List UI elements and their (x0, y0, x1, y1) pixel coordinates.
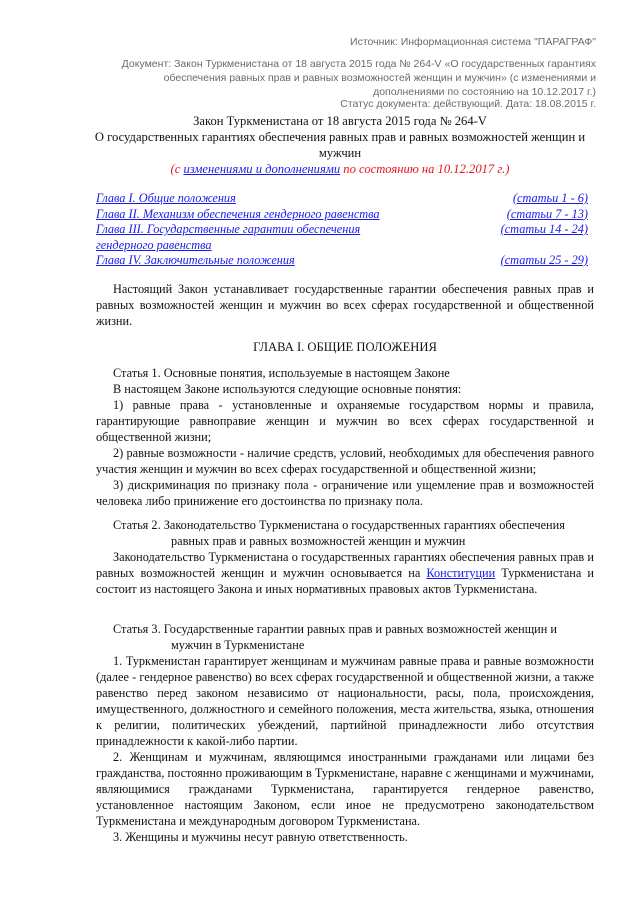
article-3-heading-line2: мужчин в Туркменистане (171, 638, 305, 652)
toc-chapter-4-link[interactable]: Глава IV. Заключительные положения (96, 253, 295, 267)
article-2 (96, 517, 594, 597)
toc-chapter-1-range-link[interactable]: (статьи 1 - 6) (512, 191, 588, 205)
article-1-item: 2) равные возможности - наличие средств, условий, необходимых для обеспечения равного участия женщин и мужчин во всех сферах государственной и общественной жизни; (96, 446, 594, 476)
article-1-item: 3) дискриминация по признаку пола - ограничение или ущемление прав и возможностей человека либо принижение его достоинства по признаку пола. (96, 478, 594, 508)
law-title-line2: О государственных гарантиях обеспечения равных прав и равных возможностей женщин и мужчин (94, 130, 586, 160)
document-info: Документ: Закон Туркменистана от 18 августа 2015 года № 264-V «О государственных гарантиях обеспечения равных прав и равных возможностей женщин и мужчин» (с изменениями и дополнениями по состоянию на 10.12.2017 г.) (121, 58, 596, 98)
changes-prefix: (с (170, 162, 184, 176)
table-of-contents (96, 191, 588, 269)
article-1 (96, 365, 594, 509)
article-2-text (96, 549, 594, 597)
source-line: Источник: Информационная система "ПАРАГРАФ" (350, 36, 596, 48)
toc-item (96, 222, 588, 253)
article-1-intro: В настоящем Законе используются следующие основные понятия: (113, 382, 462, 396)
toc-chapter-1-link[interactable]: Глава I. Общие положения (96, 191, 236, 205)
chapter-heading: ГЛАВА I. ОБЩИЕ ПОЛОЖЕНИЯ (253, 340, 437, 354)
article-3-heading-line1: Статья 3. Государственные гарантии равных прав и равных возможностей женщин и (113, 622, 557, 636)
article-3-heading (96, 621, 594, 653)
article-1-item: 1) равные права - установленные и охраняемые государством нормы и правила, гарантирующие равноправие женщин и мужчин во всех сферах государственной и общественной жизни; (96, 398, 594, 444)
toc-chapter-2-range-link[interactable]: (статьи 7 - 13) (506, 206, 588, 221)
article-2-text-end: Туркменистана и состоит из настоящего Закона и иных нормативных правовых актов Туркменистана. (96, 566, 595, 596)
article-3-item: 2. Женщинам и мужчинам, являющимся иностранными гражданами или лицами без гражданства, постоянно проживающим в Туркменистане, наравне с женщинами и мужчинами, являющимися гражданами Туркменистана, гарантируется гендерное равенство, установленное настоящим Законом, если иное не предусмотрено законодательством Туркменистана и международным договором Туркменистана. (96, 750, 594, 828)
toc-item (96, 253, 588, 269)
toc-chapter-2-link[interactable]: Глава II. Механизм обеспечения гендерного равенства (96, 206, 380, 221)
toc-chapter-3-link[interactable]: Глава III. Государственные гарантии обеспечения гендерного равенства (96, 222, 361, 252)
toc-item (96, 191, 588, 207)
article-1-heading: Статья 1. Основные понятия, используемые в настоящем Законе (113, 366, 450, 380)
changes-note (80, 161, 600, 177)
preamble-text: Настоящий Закон устанавливает государственные гарантии обеспечения равных прав и равных возможностей женщин и мужчин во всех сферах государственной и общественной жизни. (96, 282, 594, 328)
article-3-item: 3. Женщины и мужчины несут равную ответственность. (113, 830, 408, 844)
changes-suffix: по состоянию на 10.12.2017 г.) (340, 162, 510, 176)
toc-chapter-4-range-link[interactable]: (статьи 25 - 29) (500, 253, 588, 267)
article-2-heading (96, 517, 594, 549)
changes-link[interactable]: изменениями и дополнениями (183, 162, 341, 176)
preamble (96, 281, 594, 329)
article-2-heading-line1: Статья 2. Законодательство Туркменистана о государственных гарантиях обеспечения (113, 518, 565, 532)
article-3-item: 1. Туркменистан гарантирует женщинам и мужчинам равные права и равные возможности (далее - гендерное равенство) во всех сферах государственной и общественной жизни, а также равенство перед законом независимо от национальности, расы, пола, происхождения, имущественного, должностного и семейного положения, места жительства, языка, отношения к религии, политических убеждений, партийной принадлежности либо отсутствия принадлежности к какой-либо партии. (96, 654, 594, 748)
toc-chapter-3-range-link[interactable]: (статьи 14 - 24) (500, 222, 588, 236)
article-2-heading-line2: равных прав и равных возможностей женщин и мужчин (171, 534, 466, 548)
law-title-line1: Закон Туркменистана от 18 августа 2015 года № 264-V (193, 114, 487, 128)
article-2-text-start: Законодательство Туркменистана о государственных гарантиях обеспечения равных прав и равных возможностей женщин и мужчин основывается на (96, 550, 594, 580)
toc-item (96, 207, 588, 223)
article-3 (96, 621, 594, 845)
law-title (80, 113, 600, 177)
constitution-link[interactable]: Конституции (426, 566, 496, 580)
document-status: Статус документа: действующий. Дата: 18.08.2015 г. (340, 98, 596, 110)
